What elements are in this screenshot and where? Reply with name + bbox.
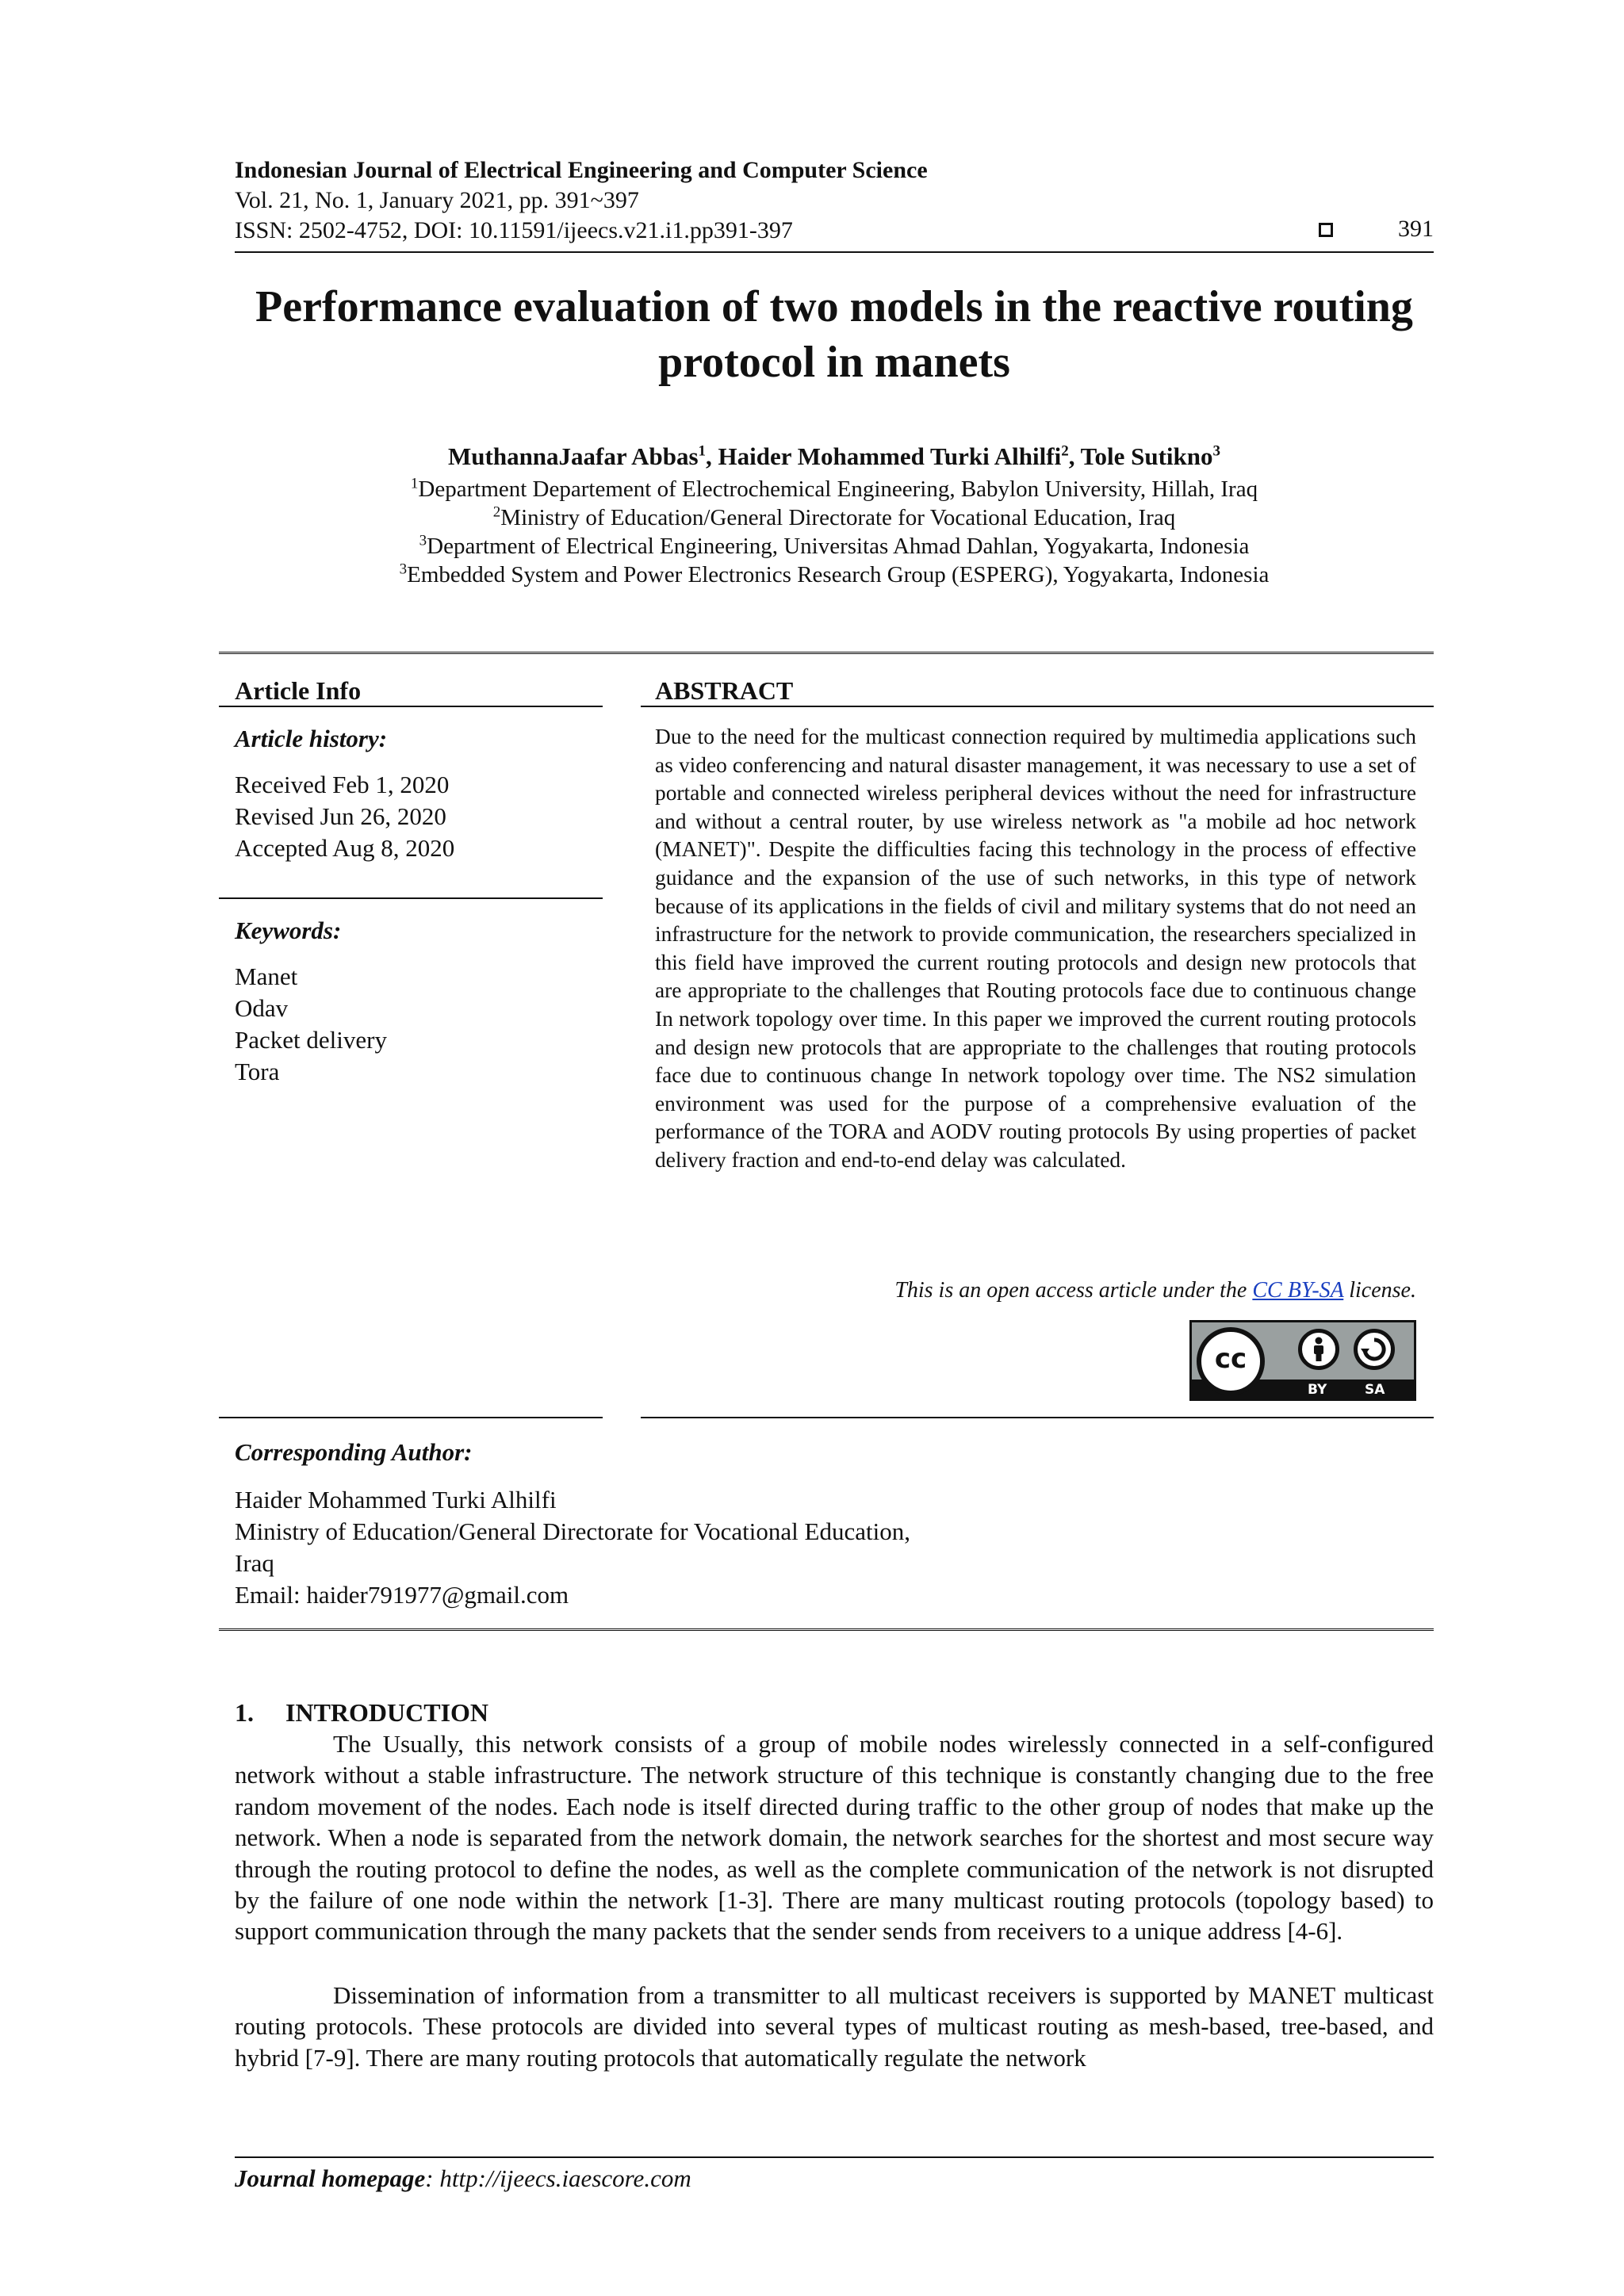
abstract-heading: ABSTRACT xyxy=(655,676,794,705)
affiliation-1 xyxy=(235,475,1434,503)
header-rule xyxy=(235,251,1434,253)
author-sup: 1 xyxy=(698,442,707,460)
author-list xyxy=(235,441,1434,473)
author-sep: , xyxy=(706,442,718,470)
keyword-item: Odav xyxy=(235,994,289,1022)
intro-paragraph-1: The Usually, this network consists of a group of mobile nodes wirelessly connected in a self-configured network without a stable infrastructure. The network structure of this technique is constantly changing due to the free random movement of the nodes. Each node is itself directed during traffic to the other group of nodes that make up the network. When a node is separated from the network domain, the network searches for the shortest and most secure way through the routing protocol to define the nodes, as well as the complete communication of the network is not disrupted by the failure of one node within the network [1-3]. There are many multicast routing protocols (topology based) to support communication through the many packets that the sender sends from receivers to a unique address [4-6]. xyxy=(235,1730,1434,1946)
affiliation-text: Department of Electrical Engineering, Universitas Ahmad Dahlan, Yogyakarta, Indonesia xyxy=(427,534,1250,559)
attribution-person-icon xyxy=(1298,1329,1339,1370)
article-info-heading: Article Info xyxy=(235,676,362,705)
corresponding-country: Iraq xyxy=(235,1549,274,1577)
by-label: BY xyxy=(1308,1382,1327,1398)
intro-paragraph-2: Dissemination of information from a transmitter to all multicast receivers is supported by MANET multicast routing protocols. These protocols are divided into several types of multicast routing as mesh-based, tree-based, and hybrid [7-9]. There are many routing protocols that automatically regulate the network xyxy=(235,1981,1434,2072)
keywords-list xyxy=(235,961,387,1088)
sa-label: SA xyxy=(1365,1382,1385,1398)
license-notice xyxy=(655,1276,1416,1305)
corresponding-email[interactable]: Email: haider791977@gmail.com xyxy=(235,1581,569,1609)
affiliation-4 xyxy=(235,561,1434,589)
info-col-rule xyxy=(219,1417,603,1418)
info-col-rule xyxy=(219,897,603,899)
license-text: This is an open access article under the xyxy=(894,1278,1253,1303)
keyword-item: Tora xyxy=(235,1058,280,1085)
homepage-url[interactable]: : http://ijeecs.iaescore.com xyxy=(425,2164,691,2192)
abstract-col-rule xyxy=(641,706,1434,707)
cc-by-sa-link[interactable]: CC BY-SA xyxy=(1252,1278,1344,1303)
info-top-rule xyxy=(219,652,1434,654)
corresponding-author-details xyxy=(235,1484,910,1611)
author-sup: 3 xyxy=(1212,442,1220,460)
history-accepted: Accepted Aug 8, 2020 xyxy=(235,834,455,862)
keyword-item: Packet delivery xyxy=(235,1026,387,1054)
corresponding-affiliation: Ministry of Education/General Directorate for Vocational Education, xyxy=(235,1517,910,1545)
homepage-label: Journal homepage xyxy=(235,2164,426,2192)
affiliation-sup: 3 xyxy=(419,532,427,549)
cc-logo-icon xyxy=(1197,1327,1265,1395)
article-history-list xyxy=(235,769,454,864)
info-col-rule xyxy=(219,706,603,707)
section-heading-introduction: 1. INTRODUCTION xyxy=(235,1698,489,1727)
affiliation-sup: 2 xyxy=(492,503,501,521)
paper-title xyxy=(235,279,1434,390)
cc-logo-text: cc xyxy=(1214,1343,1247,1375)
abstract-col-rule xyxy=(641,1417,1434,1418)
affiliation-text: Ministry of Education/General Directorate for Vocational Education, Iraq xyxy=(500,505,1176,530)
license-text-end: license. xyxy=(1343,1278,1416,1303)
checkbox-square-icon xyxy=(1319,223,1333,237)
keyword-item: Manet xyxy=(235,962,298,990)
affiliation-text: Department Departement of Electrochemical Engineering, Babylon University, Hillah, Iraq xyxy=(418,476,1258,502)
keywords-heading: Keywords: xyxy=(235,916,342,944)
affiliation-sup: 3 xyxy=(399,561,408,578)
issn-doi: ISSN: 2502-4752, DOI: 10.11591/ijeecs.v21.i1.pp391-397 xyxy=(235,217,793,243)
abstract-text: Due to the need for the multicast connection required by multimedia applications such as video conferencing and natural disaster management, it was necessary to use a set of portable and connected wireless peripheral devices without the need for infrastructure and without a central router, by use wireless network as "a mobile ad hoc network (MANET)". Despite the difficulties facing this technology in the process of effective guidance and the expansion of the use of such networks, in this type of network because of its applications in the fields of civil and military systems that do not need an infrastructure for the network to provide communication, the researchers specialized in this field have improved the current routing protocols and design new protocols that are appropriate to the challenges that Routing protocols face due to continuous change In network topology over time. In this paper we improved the current routing protocols and design new protocols that are appropriate to the challenges that routing protocols face due to continuous change In network topology over time. The NS2 simulation environment was used for the purpose of a comprehensive evaluation of the performance of the TORA and AODV routing protocols By using properties of packet delivery fraction and end-to-end delay was calculated. xyxy=(655,725,1416,1172)
affiliation-2 xyxy=(235,503,1434,532)
paper-title-line-2: protocol in manets xyxy=(658,338,1010,387)
affiliation-3 xyxy=(235,532,1434,561)
journal-homepage xyxy=(235,2163,691,2195)
author-sup: 2 xyxy=(1061,442,1069,460)
author-sep: , xyxy=(1068,442,1081,470)
journal-name: Indonesian Journal of Electrical Engineering and Computer Science xyxy=(235,157,928,183)
history-received: Received Feb 1, 2020 xyxy=(235,771,450,798)
info-bottom-rule xyxy=(219,1628,1434,1631)
author-name: Tole Sutikno xyxy=(1080,442,1213,470)
article-history-heading: Article history: xyxy=(235,725,388,752)
affiliation-sup: 1 xyxy=(410,475,419,492)
cc-by-sa-badge[interactable] xyxy=(1189,1320,1416,1401)
page-number: 391 xyxy=(1398,216,1434,242)
corresponding-author-heading: Corresponding Author: xyxy=(235,1438,473,1466)
share-alike-icon xyxy=(1354,1329,1395,1370)
history-revised: Revised Jun 26, 2020 xyxy=(235,802,446,830)
author-name: MuthannaJaafar Abbas xyxy=(448,442,699,470)
affiliation-text: Embedded System and Power Electronics Research Group (ESPERG), Yogyakarta, Indonesia xyxy=(407,562,1270,587)
volume-info: Vol. 21, No. 1, January 2021, pp. 391~397 xyxy=(235,187,639,213)
author-name: Haider Mohammed Turki Alhilfi xyxy=(718,442,1062,470)
corresponding-name: Haider Mohammed Turki Alhilfi xyxy=(235,1486,557,1513)
paper-title-line-1: Performance evaluation of two models in the reactive routing xyxy=(255,282,1413,331)
footer-rule xyxy=(235,2156,1434,2158)
